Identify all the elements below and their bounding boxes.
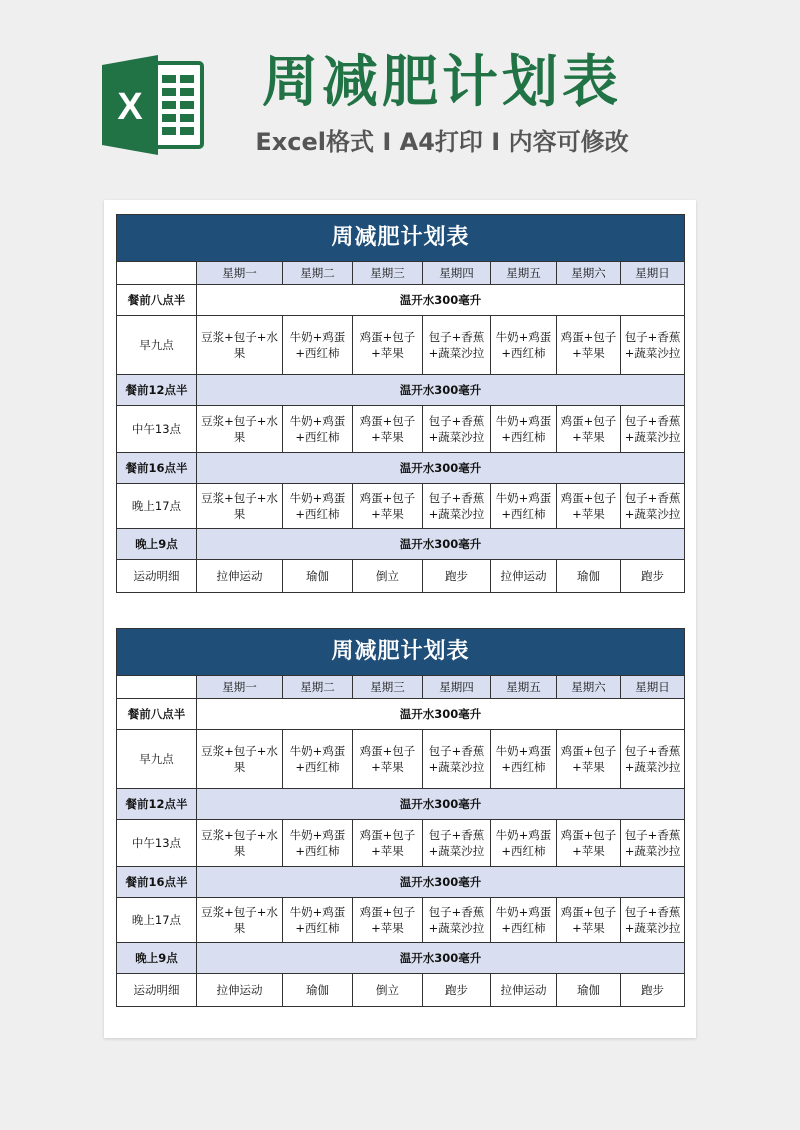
meal-cell: 包子+香蕉+蔬菜沙拉 [423, 316, 491, 375]
page-title: 周减肥计划表 [262, 50, 622, 115]
water-row [117, 943, 685, 974]
water-row [117, 285, 685, 316]
table-title: 周减肥计划表 [117, 215, 685, 262]
meal-cell: 包子+香蕉+蔬菜沙拉 [621, 406, 685, 453]
meal-row [117, 898, 685, 943]
row-label: 餐前12点半 [117, 789, 197, 820]
diet-plan-table [116, 214, 685, 593]
corner-cell [117, 676, 197, 699]
water-row [117, 699, 685, 730]
exercise-cell: 拉伸运动 [491, 974, 557, 1007]
meal-cell: 包子+香蕉+蔬菜沙拉 [621, 898, 685, 943]
meal-cell: 牛奶+鸡蛋+西红柿 [491, 316, 557, 375]
meal-cell: 包子+香蕉+蔬菜沙拉 [423, 730, 491, 789]
row-label: 中午13点 [117, 406, 197, 453]
row-label: 晚上9点 [117, 529, 197, 560]
meal-cell: 包子+香蕉+蔬菜沙拉 [423, 484, 491, 529]
meal-cell: 鸡蛋+包子+苹果 [557, 730, 621, 789]
meal-cell: 鸡蛋+包子+苹果 [353, 316, 423, 375]
meal-row [117, 484, 685, 529]
meal-cell: 鸡蛋+包子+苹果 [557, 898, 621, 943]
day-header: 星期六 [557, 262, 621, 285]
water-cell: 温开水300毫升 [197, 699, 685, 730]
exercise-cell: 跑步 [621, 560, 685, 593]
meal-cell: 牛奶+鸡蛋+西红柿 [491, 406, 557, 453]
exercise-cell: 跑步 [423, 974, 491, 1007]
water-cell: 温开水300毫升 [197, 453, 685, 484]
meal-row [117, 406, 685, 453]
meal-cell: 鸡蛋+包子+苹果 [353, 484, 423, 529]
exercise-row [117, 560, 685, 593]
meal-cell: 牛奶+鸡蛋+西红柿 [491, 730, 557, 789]
water-row [117, 789, 685, 820]
meal-cell: 鸡蛋+包子+苹果 [353, 406, 423, 453]
meal-cell: 豆浆+包子+水果 [197, 898, 283, 943]
meal-cell: 鸡蛋+包子+苹果 [353, 820, 423, 867]
row-label: 早九点 [117, 316, 197, 375]
meal-cell: 鸡蛋+包子+苹果 [557, 406, 621, 453]
meal-cell: 鸡蛋+包子+苹果 [353, 730, 423, 789]
meal-cell: 牛奶+鸡蛋+西红柿 [283, 316, 353, 375]
day-header: 星期二 [283, 676, 353, 699]
row-label: 中午13点 [117, 820, 197, 867]
exercise-cell: 跑步 [621, 974, 685, 1007]
water-row [117, 529, 685, 560]
meal-cell: 鸡蛋+包子+苹果 [557, 820, 621, 867]
meal-cell: 豆浆+包子+水果 [197, 730, 283, 789]
meal-cell: 包子+香蕉+蔬菜沙拉 [621, 820, 685, 867]
day-header: 星期二 [283, 262, 353, 285]
meal-cell: 鸡蛋+包子+苹果 [353, 898, 423, 943]
exercise-cell: 瑜伽 [283, 560, 353, 593]
meal-cell: 牛奶+鸡蛋+西红柿 [283, 820, 353, 867]
exercise-cell: 倒立 [353, 974, 423, 1007]
water-row [117, 375, 685, 406]
meal-cell: 包子+香蕉+蔬菜沙拉 [423, 406, 491, 453]
meal-cell: 牛奶+鸡蛋+西红柿 [491, 898, 557, 943]
day-header: 星期三 [353, 262, 423, 285]
row-label: 餐前16点半 [117, 867, 197, 898]
excel-logo-icon [100, 55, 206, 155]
meal-cell: 牛奶+鸡蛋+西红柿 [283, 730, 353, 789]
water-row [117, 867, 685, 898]
meal-cell: 包子+香蕉+蔬菜沙拉 [423, 820, 491, 867]
logo-letter: X [117, 86, 143, 128]
row-label: 早九点 [117, 730, 197, 789]
row-label: 晚上9点 [117, 943, 197, 974]
meal-cell: 牛奶+鸡蛋+西红柿 [491, 484, 557, 529]
meal-cell: 豆浆+包子+水果 [197, 484, 283, 529]
day-header: 星期四 [423, 262, 491, 285]
meal-cell: 鸡蛋+包子+苹果 [557, 316, 621, 375]
exercise-cell: 拉伸运动 [491, 560, 557, 593]
page-subtitle: Excel格式 Ⅰ A4打印 Ⅰ 内容可修改 [255, 128, 629, 156]
water-cell: 温开水300毫升 [197, 375, 685, 406]
exercise-cell: 瑜伽 [557, 974, 621, 1007]
exercise-cell: 跑步 [423, 560, 491, 593]
row-label: 运动明细 [117, 560, 197, 593]
water-cell: 温开水300毫升 [197, 789, 685, 820]
meal-row [117, 730, 685, 789]
day-header: 星期日 [621, 676, 685, 699]
water-cell: 温开水300毫升 [197, 285, 685, 316]
exercise-cell: 拉伸运动 [197, 560, 283, 593]
row-label: 餐前八点半 [117, 699, 197, 730]
diet-plan-table [116, 628, 685, 1007]
meal-cell: 牛奶+鸡蛋+西红柿 [283, 484, 353, 529]
exercise-row [117, 974, 685, 1007]
corner-cell [117, 262, 197, 285]
water-cell: 温开水300毫升 [197, 529, 685, 560]
day-header: 星期五 [491, 676, 557, 699]
meal-cell: 豆浆+包子+水果 [197, 820, 283, 867]
day-header: 星期日 [621, 262, 685, 285]
row-label: 晚上17点 [117, 898, 197, 943]
meal-cell: 豆浆+包子+水果 [197, 406, 283, 453]
water-cell: 温开水300毫升 [197, 867, 685, 898]
exercise-cell: 瑜伽 [557, 560, 621, 593]
day-header: 星期四 [423, 676, 491, 699]
day-header: 星期六 [557, 676, 621, 699]
day-header-row [117, 262, 685, 285]
row-label: 餐前12点半 [117, 375, 197, 406]
meal-cell: 豆浆+包子+水果 [197, 316, 283, 375]
day-header: 星期五 [491, 262, 557, 285]
page-header [0, 0, 800, 190]
exercise-cell: 拉伸运动 [197, 974, 283, 1007]
exercise-cell: 倒立 [353, 560, 423, 593]
meal-cell: 包子+香蕉+蔬菜沙拉 [621, 730, 685, 789]
meal-cell: 牛奶+鸡蛋+西红柿 [283, 406, 353, 453]
meal-cell: 牛奶+鸡蛋+西红柿 [491, 820, 557, 867]
day-header: 星期三 [353, 676, 423, 699]
meal-cell: 包子+香蕉+蔬菜沙拉 [621, 316, 685, 375]
meal-cell: 鸡蛋+包子+苹果 [557, 484, 621, 529]
row-label: 餐前16点半 [117, 453, 197, 484]
day-header-row [117, 676, 685, 699]
day-header: 星期一 [197, 676, 283, 699]
water-row [117, 453, 685, 484]
meal-cell: 包子+香蕉+蔬菜沙拉 [423, 898, 491, 943]
table-title: 周减肥计划表 [117, 629, 685, 676]
row-label: 餐前八点半 [117, 285, 197, 316]
meal-row [117, 316, 685, 375]
meal-cell: 牛奶+鸡蛋+西红柿 [283, 898, 353, 943]
meal-cell: 包子+香蕉+蔬菜沙拉 [621, 484, 685, 529]
day-header: 星期一 [197, 262, 283, 285]
row-label: 晚上17点 [117, 484, 197, 529]
row-label: 运动明细 [117, 974, 197, 1007]
exercise-cell: 瑜伽 [283, 974, 353, 1007]
meal-row [117, 820, 685, 867]
water-cell: 温开水300毫升 [197, 943, 685, 974]
